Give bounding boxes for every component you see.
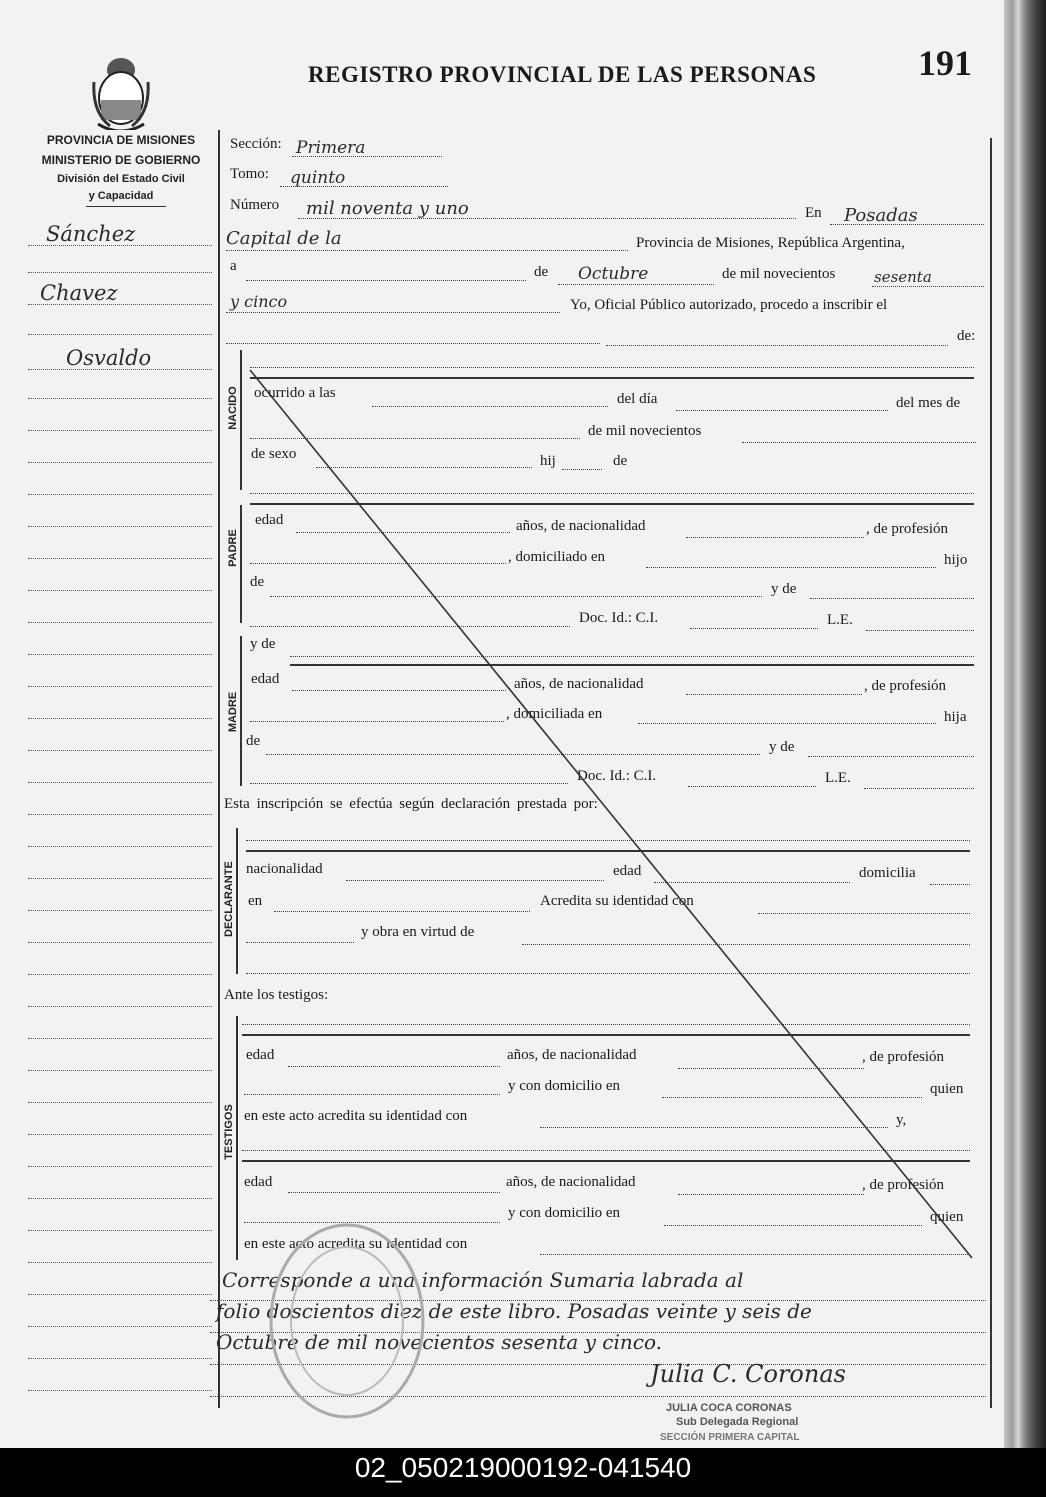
- t1-profesion-label: , de profesión: [862, 1049, 945, 1065]
- office-line-2: MINISTERIO DE GOBIERNO: [41, 153, 201, 167]
- padre-profesion-label: , de profesión: [866, 521, 949, 537]
- decl-en-label: en: [248, 893, 263, 909]
- signature: Julia C. Coronas: [650, 1360, 846, 1388]
- t2-acredita-label: en este acto acredita su identidad con: [244, 1236, 468, 1252]
- annotation-line-2: folio doscientos diez de este libro. Posadas veinte y seis de: [216, 1299, 812, 1323]
- madre-domiciliada-label: , domiciliada en: [506, 706, 603, 722]
- declarante-label: DECLARANTE: [223, 861, 235, 937]
- madre-le-label: L.E.: [825, 770, 851, 786]
- padre-doc-label: Doc. Id.: C.I.: [579, 610, 659, 626]
- padre-edad-label: edad: [255, 512, 284, 528]
- tomo-value: quinto: [290, 168, 346, 188]
- tomo-label: Tomo:: [230, 166, 269, 182]
- book-binding: [1004, 0, 1046, 1448]
- padre-domiciliado-label: , domiciliado en: [508, 549, 606, 565]
- stamp-name: JULIA COCA CORONAS: [666, 1402, 792, 1414]
- year-label: de mil novecientos: [722, 266, 836, 282]
- madre-profesion-label: , de profesión: [864, 678, 947, 694]
- padre-anos-label: años, de nacionalidad: [516, 518, 646, 534]
- madre-de-label: de: [246, 733, 261, 749]
- seccion-label: Sección:: [230, 136, 282, 152]
- madre-y-de-top: y de: [250, 636, 276, 652]
- t2-domicilio-label: y con domicilio en: [508, 1205, 621, 1221]
- oficial-label: Yo, Oficial Público autorizado, procedo a inscribir el: [570, 297, 888, 313]
- madre-hija-label: hija: [944, 709, 967, 725]
- de-label-nacido: de: [613, 453, 628, 469]
- annotation-line-3: Octubre de mil novecientos sesenta y cinco.: [216, 1330, 663, 1354]
- padre-de-label: de: [250, 574, 265, 590]
- a-label: a: [230, 258, 237, 274]
- office-line-3: División del Estado Civil: [57, 173, 185, 185]
- de-label: de: [534, 264, 549, 280]
- madre-doc-label: Doc. Id.: C.I.: [577, 768, 657, 784]
- padre-hijo-label: hijo: [944, 552, 968, 568]
- page-title: REGISTRO PROVINCIAL DE LAS PERSONAS: [308, 62, 817, 87]
- footer-bar: [0, 1448, 1046, 1497]
- decl-domicilia-label: domicilia: [859, 865, 916, 881]
- numero-label: Número: [230, 197, 280, 213]
- numero-value: mil noventa y uno: [306, 198, 469, 219]
- page-number: 191: [918, 43, 972, 83]
- office-line-4: y Capacidad: [88, 190, 154, 202]
- seccion-value: Primera: [296, 138, 366, 158]
- testigos-label: TESTIGOS: [223, 1104, 235, 1160]
- decl-edad-label: edad: [613, 863, 642, 879]
- decl-obra-label: y obra en virtud de: [361, 924, 475, 940]
- en-value: Posadas: [844, 205, 918, 226]
- padre-le-label: L.E.: [827, 612, 853, 628]
- month-value: Octubre: [578, 264, 649, 284]
- margin-surname-2: Chavez: [40, 281, 118, 305]
- ante-testigos-label: Ante los testigos:: [224, 987, 329, 1003]
- ocurrido-label: ocurrido a las: [254, 385, 336, 401]
- padre-label: PADRE: [227, 529, 239, 567]
- margin-given-name: Osvaldo: [66, 346, 152, 370]
- en-label: En: [805, 205, 822, 221]
- t1-quien-label: quien: [930, 1081, 964, 1097]
- t1-y-label: y,: [896, 1112, 907, 1128]
- stamp-office: SECCIÓN PRIMERA CAPITAL: [660, 1432, 800, 1443]
- t1-acredita-label: en este acto acredita su identidad con: [244, 1108, 468, 1124]
- madre-edad-label: edad: [251, 671, 280, 687]
- decl-nacionalidad-label: nacionalidad: [246, 861, 323, 877]
- seal-icon: [262, 1216, 432, 1426]
- t2-anos-label: años, de nacionalidad: [506, 1174, 636, 1190]
- margin-surname-1: Sánchez: [46, 222, 136, 246]
- office-line-1: PROVINCIA DE MISIONES: [46, 133, 196, 147]
- del-mes-label: del mes de: [896, 395, 961, 411]
- footer-id: 02_050219000192-041540: [354, 1452, 692, 1483]
- t2-quien-label: quien: [930, 1209, 964, 1225]
- stamp-role: Sub Delegada Regional: [676, 1416, 799, 1428]
- de-colon-label: de:: [957, 328, 976, 344]
- hij-label: hij: [540, 453, 556, 469]
- t1-anos-label: años, de nacionalidad: [507, 1047, 637, 1063]
- madre-y-de-label: y de: [769, 739, 795, 755]
- madre-anos-label: años, de nacionalidad: [514, 676, 644, 692]
- annotation-line-1: Corresponde a una información Sumaria labrada al: [222, 1268, 744, 1292]
- del-dia-label: del día: [617, 391, 658, 407]
- sexo-label: de sexo: [251, 446, 297, 462]
- t2-edad-label: edad: [244, 1174, 273, 1190]
- madre-label: MADRE: [227, 691, 239, 733]
- year-value: sesenta: [874, 268, 932, 286]
- t2-profesion-label: , de profesión: [862, 1177, 945, 1193]
- t1-edad-label: edad: [246, 1047, 275, 1063]
- inscripcion-label: Esta inscripción se efectúa según declaración prestada por:: [224, 796, 598, 812]
- decl-acredita-label: Acredita su identidad con: [540, 893, 694, 909]
- nacido-label: NACIDO: [227, 386, 239, 430]
- year-value-2: y cinco: [230, 292, 288, 311]
- capital-value: Capital de la: [226, 228, 342, 249]
- mil-novecientos-label: de mil novecientos: [588, 423, 702, 439]
- t1-domicilio-label: y con domicilio en: [508, 1078, 621, 1094]
- padre-y-de-label: y de: [771, 581, 797, 597]
- provincia-label: Provincia de Misiones, República Argentina,: [636, 235, 905, 251]
